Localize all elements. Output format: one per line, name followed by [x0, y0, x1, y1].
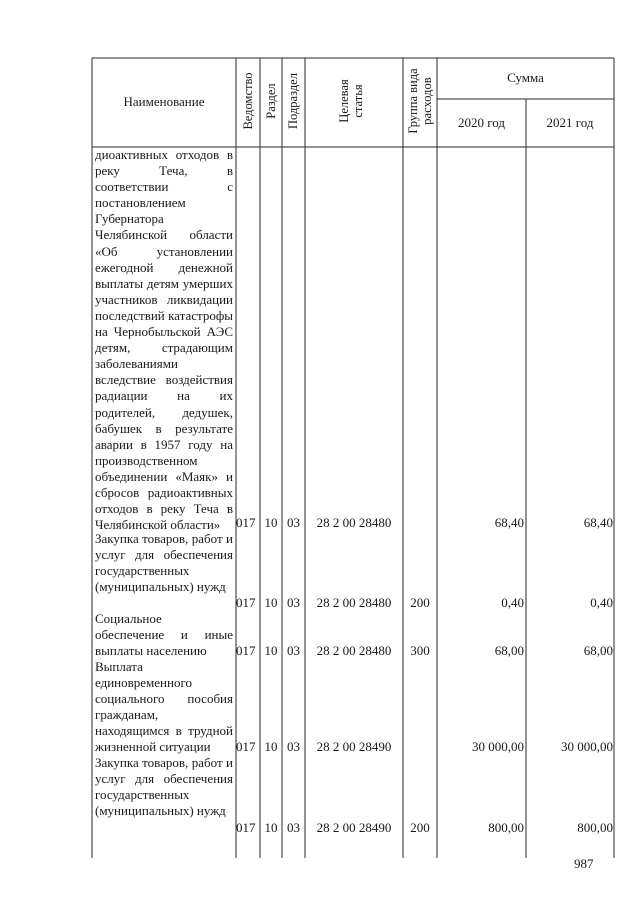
row-5-group: 200: [410, 820, 430, 835]
row-5-2020: 800,00: [488, 820, 524, 835]
header-name: Наименование: [123, 94, 205, 109]
header-year-2021: 2021 год: [546, 115, 594, 130]
header-sum: Сумма: [507, 70, 544, 85]
row-2-podrazdel: 03: [287, 595, 300, 610]
row-2-razdel: 10: [264, 595, 278, 610]
row-4-2021: 30 000,00: [561, 739, 613, 754]
header-razdel: Раздел: [264, 83, 278, 119]
row-4-razdel: 10: [264, 739, 278, 754]
row-2-target: 28 2 00 28480: [316, 595, 392, 610]
header-target-line1: Целевая: [337, 79, 351, 123]
row-2-2020: 0,40: [501, 595, 524, 610]
row-3-podrazdel: 03: [287, 643, 300, 658]
row-1-razdel: 10: [264, 515, 278, 530]
header-vedomstvo: Ведомство: [241, 72, 255, 130]
row-5-ved: 017: [236, 820, 256, 835]
row-5-2021: 800,00: [577, 820, 613, 835]
row-2-name: Закупка товаров, работ и услуг для обеспечения государственных (муниципальных) нужд: [95, 531, 233, 595]
row-3-target: 28 2 00 28480: [316, 643, 392, 658]
row-1-name: диоактивных отходов в реку Теча, в соответствии с постановлением Губернатора Челябинской области «Об установлении ежегодной денежной выплаты детям умерших участников ликвидации последствий катастрофы на Чернобыльской АЭС детям, страдающим заболеваниями вследствие воздействия радиации на их родителей, дедушек, бабушек в результате аварии в 1957 году на производственном объединении «Маяк» и сбросов радиоактивных отходов в реку Теча в Челябинской области»: [95, 147, 233, 533]
row-4-name: Выплата единовременного социального пособия гражданам, находящимся в трудной жизненной ситуации: [95, 659, 233, 755]
row-5-podrazdel: 03: [287, 820, 300, 835]
page-number: 987: [574, 856, 594, 871]
row-3-2021: 68,00: [583, 643, 613, 658]
row-2-2021: 0,40: [590, 595, 613, 610]
row-5-target: 28 2 00 28490: [316, 820, 392, 835]
row-3-group: 300: [410, 643, 430, 658]
row-5-razdel: 10: [264, 820, 278, 835]
row-1-2021: 68,40: [583, 515, 613, 530]
row-4-ved: 017: [236, 739, 256, 754]
row-4-podrazdel: 03: [287, 739, 300, 754]
row-3-ved: 017: [236, 643, 256, 658]
row-1-target: 28 2 00 28480: [316, 515, 392, 530]
row-2-ved: 017: [236, 595, 256, 610]
row-1-podrazdel: 03: [287, 515, 300, 530]
row-5-name: Закупка товаров, работ и услуг для обеспечения государственных (муниципальных) нужд: [95, 755, 233, 819]
header-year-2020: 2020 год: [458, 115, 505, 130]
row-3-razdel: 10: [264, 643, 278, 658]
header-group-line1: Группа вида: [406, 68, 420, 134]
row-1-ved: 017: [236, 515, 256, 530]
row-1-2020: 68,40: [494, 515, 524, 530]
header-target-line2: статья: [351, 84, 365, 118]
header-podrazdel: Подраздел: [286, 73, 300, 129]
row-3-2020: 68,00: [494, 643, 524, 658]
row-4-2020: 30 000,00: [472, 739, 524, 754]
header-group-line2: расходов: [420, 77, 434, 125]
row-4-target: 28 2 00 28490: [316, 739, 392, 754]
row-2-group: 200: [410, 595, 430, 610]
row-3-name: Социальное обеспечение и иные выплаты населению: [95, 611, 233, 659]
